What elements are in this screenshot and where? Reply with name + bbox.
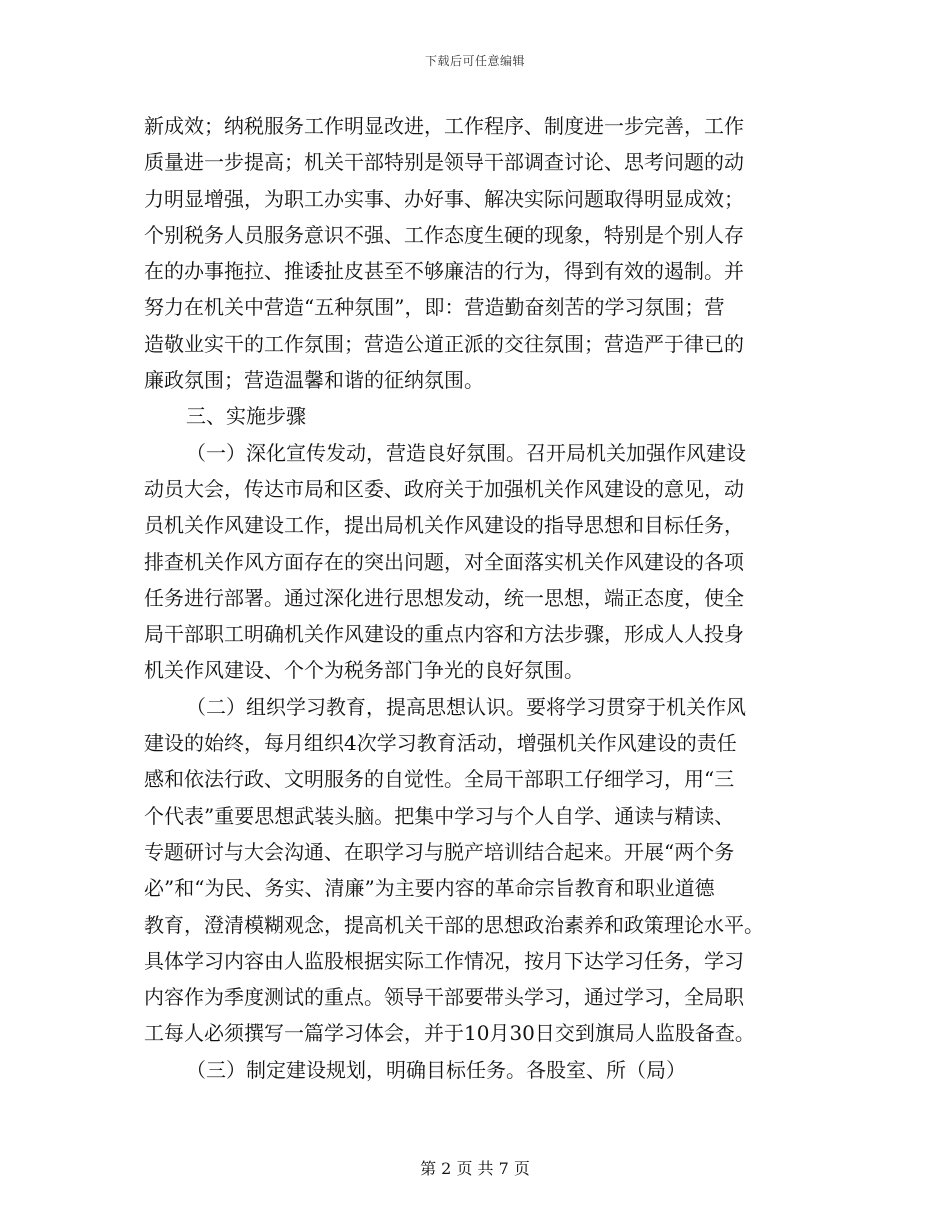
text-line: （三）制定建设规划，明确目标任务。各股室、所（局） [186, 1057, 686, 1082]
text-line: 个别税务人员服务意识不强、工作态度生硬的现象，特别是个别人存 [144, 222, 744, 247]
text-line: 三、实施步骤 [186, 404, 306, 429]
text-line: 廉政氛围；营造温馨和谐的征纳氛围。 [144, 368, 484, 393]
text-line: 任务进行部署。通过深化进行思想发动，统一思想，端正态度，使全 [144, 585, 744, 610]
text-line: （一）深化宣传发动，营造良好氛围。召开局机关加强作风建设 [186, 440, 746, 465]
text-line: 个代表”重要思想武装头脑。把集中学习与个人自学、通读与精读、 [144, 803, 735, 828]
text-line: 排查机关作风方面存在的突出问题，对全面落实机关作风建设的各项 [144, 549, 744, 574]
text-line: 质量进一步提高；机关干部特别是领导干部调查讨论、思考问题的动 [144, 150, 744, 175]
text-line: 感和依法行政、文明服务的自觉性。全局干部职工仔细学习，用“三 [144, 767, 735, 792]
text-line: 机关作风建设、个个为税务部门争光的良好氛围。 [144, 658, 584, 683]
text-line: 必”和“为民、务实、清廉”为主要内容的革命宗旨教育和职业道德 [144, 876, 715, 901]
text-line: 力明显增强，为职工办实事、办好事、解决实际问题取得明显成效； [144, 186, 744, 211]
text-line: 员机关作风建设工作，提出局机关作风建设的指导思想和目标任务， [144, 513, 744, 538]
text-line: 教育，澄清模糊观念，提高机关干部的思想政治素养和政策理论水平。 [144, 912, 764, 937]
text-line: 新成效；纳税服务工作明显改进，工作程序、制度进一步完善，工作 [144, 114, 744, 138]
text-line: 造敬业实干的工作氛围；营造公道正派的交往氛围；营造严于律已的 [144, 331, 744, 356]
text-line: 工每人必须撰写一篇学习体会，并于10月30日交到旗局人监股备查。 [144, 1021, 755, 1046]
page-header-note: 下载后可任意编辑 [424, 54, 525, 68]
text-line: 局干部职工明确机关作风建设的重点内容和方法步骤，形成人人投身 [144, 622, 744, 647]
text-line: 内容作为季度测试的重点。领导干部要带头学习，通过学习，全局职 [144, 985, 744, 1010]
document-body [144, 108, 808, 1088]
text-line: （二）组织学习教育，提高思想认识。要将学习贯穿于机关作风 [186, 694, 746, 719]
text-line: 专题研讨与大会沟通、在职学习与脱产培训结合起来。开展“两个务 [144, 839, 735, 864]
text-line: 在的办事拖拉、推诿扯皮甚至不够廉洁的行为，得到有效的遏制。并 [144, 259, 744, 284]
text-line: 动员大会，传达市局和区委、政府关于加强机关作风建设的意见，动 [144, 476, 744, 501]
text-line: 努力在机关中营造“五种氛围”，即：营造勤奋刻苦的学习氛围；营 [144, 295, 725, 320]
text-line: 具体学习内容由人监股根据实际工作情况，按月下达学习任务，学习 [144, 948, 744, 973]
text-line: 建设的始终，每月组织4次学习教育活动，增强机关作风建设的责任 [144, 731, 737, 756]
page-number: 第 2 页 共 7 页 [420, 1159, 530, 1178]
